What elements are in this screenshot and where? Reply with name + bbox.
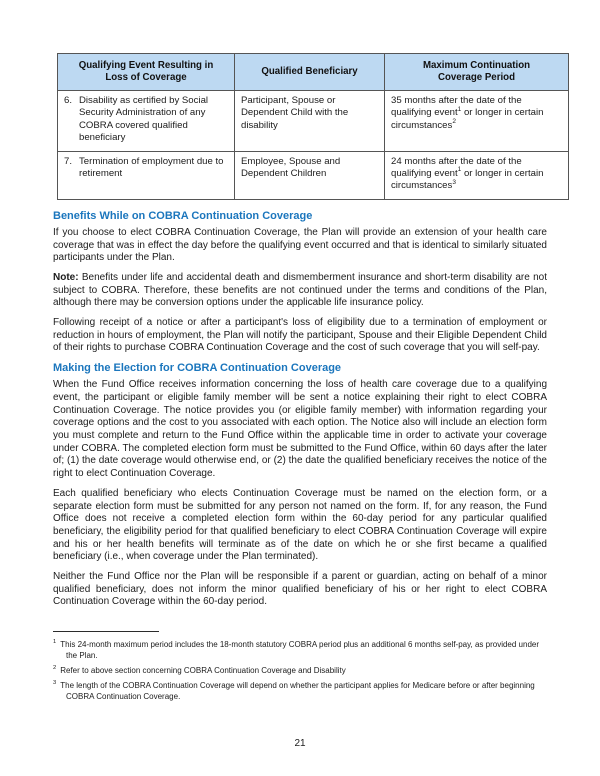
paragraph: Neither the Fund Office nor the Plan will be responsible if a parent or guardian, acting on behalf of a minor qualified beneficiary, does not inform the minor qualified beneficiary of his or her right to elect COBRA Continuation Coverage within the 60-day period. bbox=[53, 571, 547, 608]
qualified-beneficiary-cell: Participant, Spouse or Dependent Child with the disability bbox=[235, 91, 385, 152]
qualifying-event-cell bbox=[58, 91, 235, 152]
paragraph: When the Fund Office receives information concerning the loss of health care coverage due to a qualifying event, the participant or eligible family member will be sent a notice explaining their right to elect COBRA Continuation Coverage. The notice provides you (or eligible family member) with information regarding your coverage options and the cost to you associated with each option. The Notice also will include an election form you must complete and return to the Fund Office within the applicable time in order to activate your coverage under COBRA. The completed election form must be submitted to the Fund Office, within 60 days after the later of; (1) the date coverage would otherwise end, or (2) the date the qualified beneficiary receives the notice of the right to elect Continuation Coverage. bbox=[53, 379, 547, 480]
section-heading: Making the Election for COBRA Continuation Coverage bbox=[53, 362, 342, 375]
coverage-period-cell: 24 months after the date of the qualifying event$^1$ or longer in certain circumstances$^3$ bbox=[385, 151, 569, 199]
table-header-cell: Maximum Continuation Coverage Period bbox=[385, 54, 569, 91]
paragraph: Each qualified beneficiary who elects Continuation Coverage must be named on the election form, or a separate election form must be submitted for any person not named on the form. If, for any reason, the Fund Office does not receive a completed election form within the 60-day period for any particular qualified beneficiary, the eligibility period for that qualified beneficiary to elect COBRA Continuation Coverage will expire and his or her health benefits will terminate as of the date on which he or she first became a qualified beneficiary (i.e., when coverage under the Plan terminated). bbox=[53, 487, 547, 563]
qualifying-event-cell bbox=[58, 151, 235, 199]
qualifying-event-text: Disability as certified by Social Security Administration of any COBRA covered qualified beneficiary bbox=[79, 95, 209, 144]
table-row bbox=[58, 151, 569, 199]
qualifying-event-text: Termination of employment due to retirement bbox=[79, 155, 224, 180]
footnote-separator-rule bbox=[53, 631, 159, 632]
row-number: 6. bbox=[64, 95, 73, 106]
row-number: 7. bbox=[64, 155, 73, 167]
footnotes-block bbox=[53, 639, 547, 702]
paragraph: Note: Benefits under life and accidental death and dismemberment insurance and short-term disability are not subject to COBRA. Therefore, these benefits are not continued under the terms and conditions of the Plan, although there may be conversion options under the applicable life insurance policy. bbox=[53, 271, 547, 309]
section-heading: Benefits While on COBRA Continuation Coverage bbox=[53, 209, 313, 222]
table-header-cell: Qualified Beneficiary bbox=[235, 54, 385, 91]
table-header-cell: Qualifying Event Resulting in Loss of Coverage bbox=[58, 54, 235, 91]
qualifying-events-table bbox=[57, 53, 569, 200]
table-row bbox=[58, 91, 569, 152]
page-content bbox=[53, 53, 547, 706]
table-header-row bbox=[58, 54, 569, 91]
footnote: $^2$ Refer to above section concerning COBRA Continuation Coverage and Disability bbox=[53, 664, 346, 676]
coverage-period-cell: 35 months after the date of the qualifying event$^1$ or longer in certain circumstances$^2$ bbox=[385, 91, 569, 152]
qualified-beneficiary-cell: Employee, Spouse and Dependent Children bbox=[235, 151, 385, 199]
paragraph: Following receipt of a notice or after a participant's loss of eligibility due to a termination of employment or reduction in hours of employment, the Plan will notify the participant, Spouse and their Eligible Dependent Child of their rights to purchase COBRA Continuation Coverage and the cost of such coverage that you will self-pay. bbox=[53, 317, 547, 354]
paragraph: If you choose to elect COBRA Continuation Coverage, the Plan will provide an extension of your health care coverage that was in effect the day before the qualifying event occurred and that is identical to similarly situated participants under the Plan. bbox=[53, 226, 547, 264]
document-sections bbox=[53, 210, 547, 609]
footnote: $^1$ This 24-month maximum period includes the 18-month statutory COBRA period plus an additional 6 months self-pay, as provided under the Plan. bbox=[53, 638, 539, 661]
footnote: $^3$ The length of the COBRA Continuation Coverage will depend on whether the participant applies for Medicare before or after beginning COBRA Continuation Coverage. bbox=[53, 679, 535, 701]
page-number: 21 bbox=[294, 738, 306, 749]
